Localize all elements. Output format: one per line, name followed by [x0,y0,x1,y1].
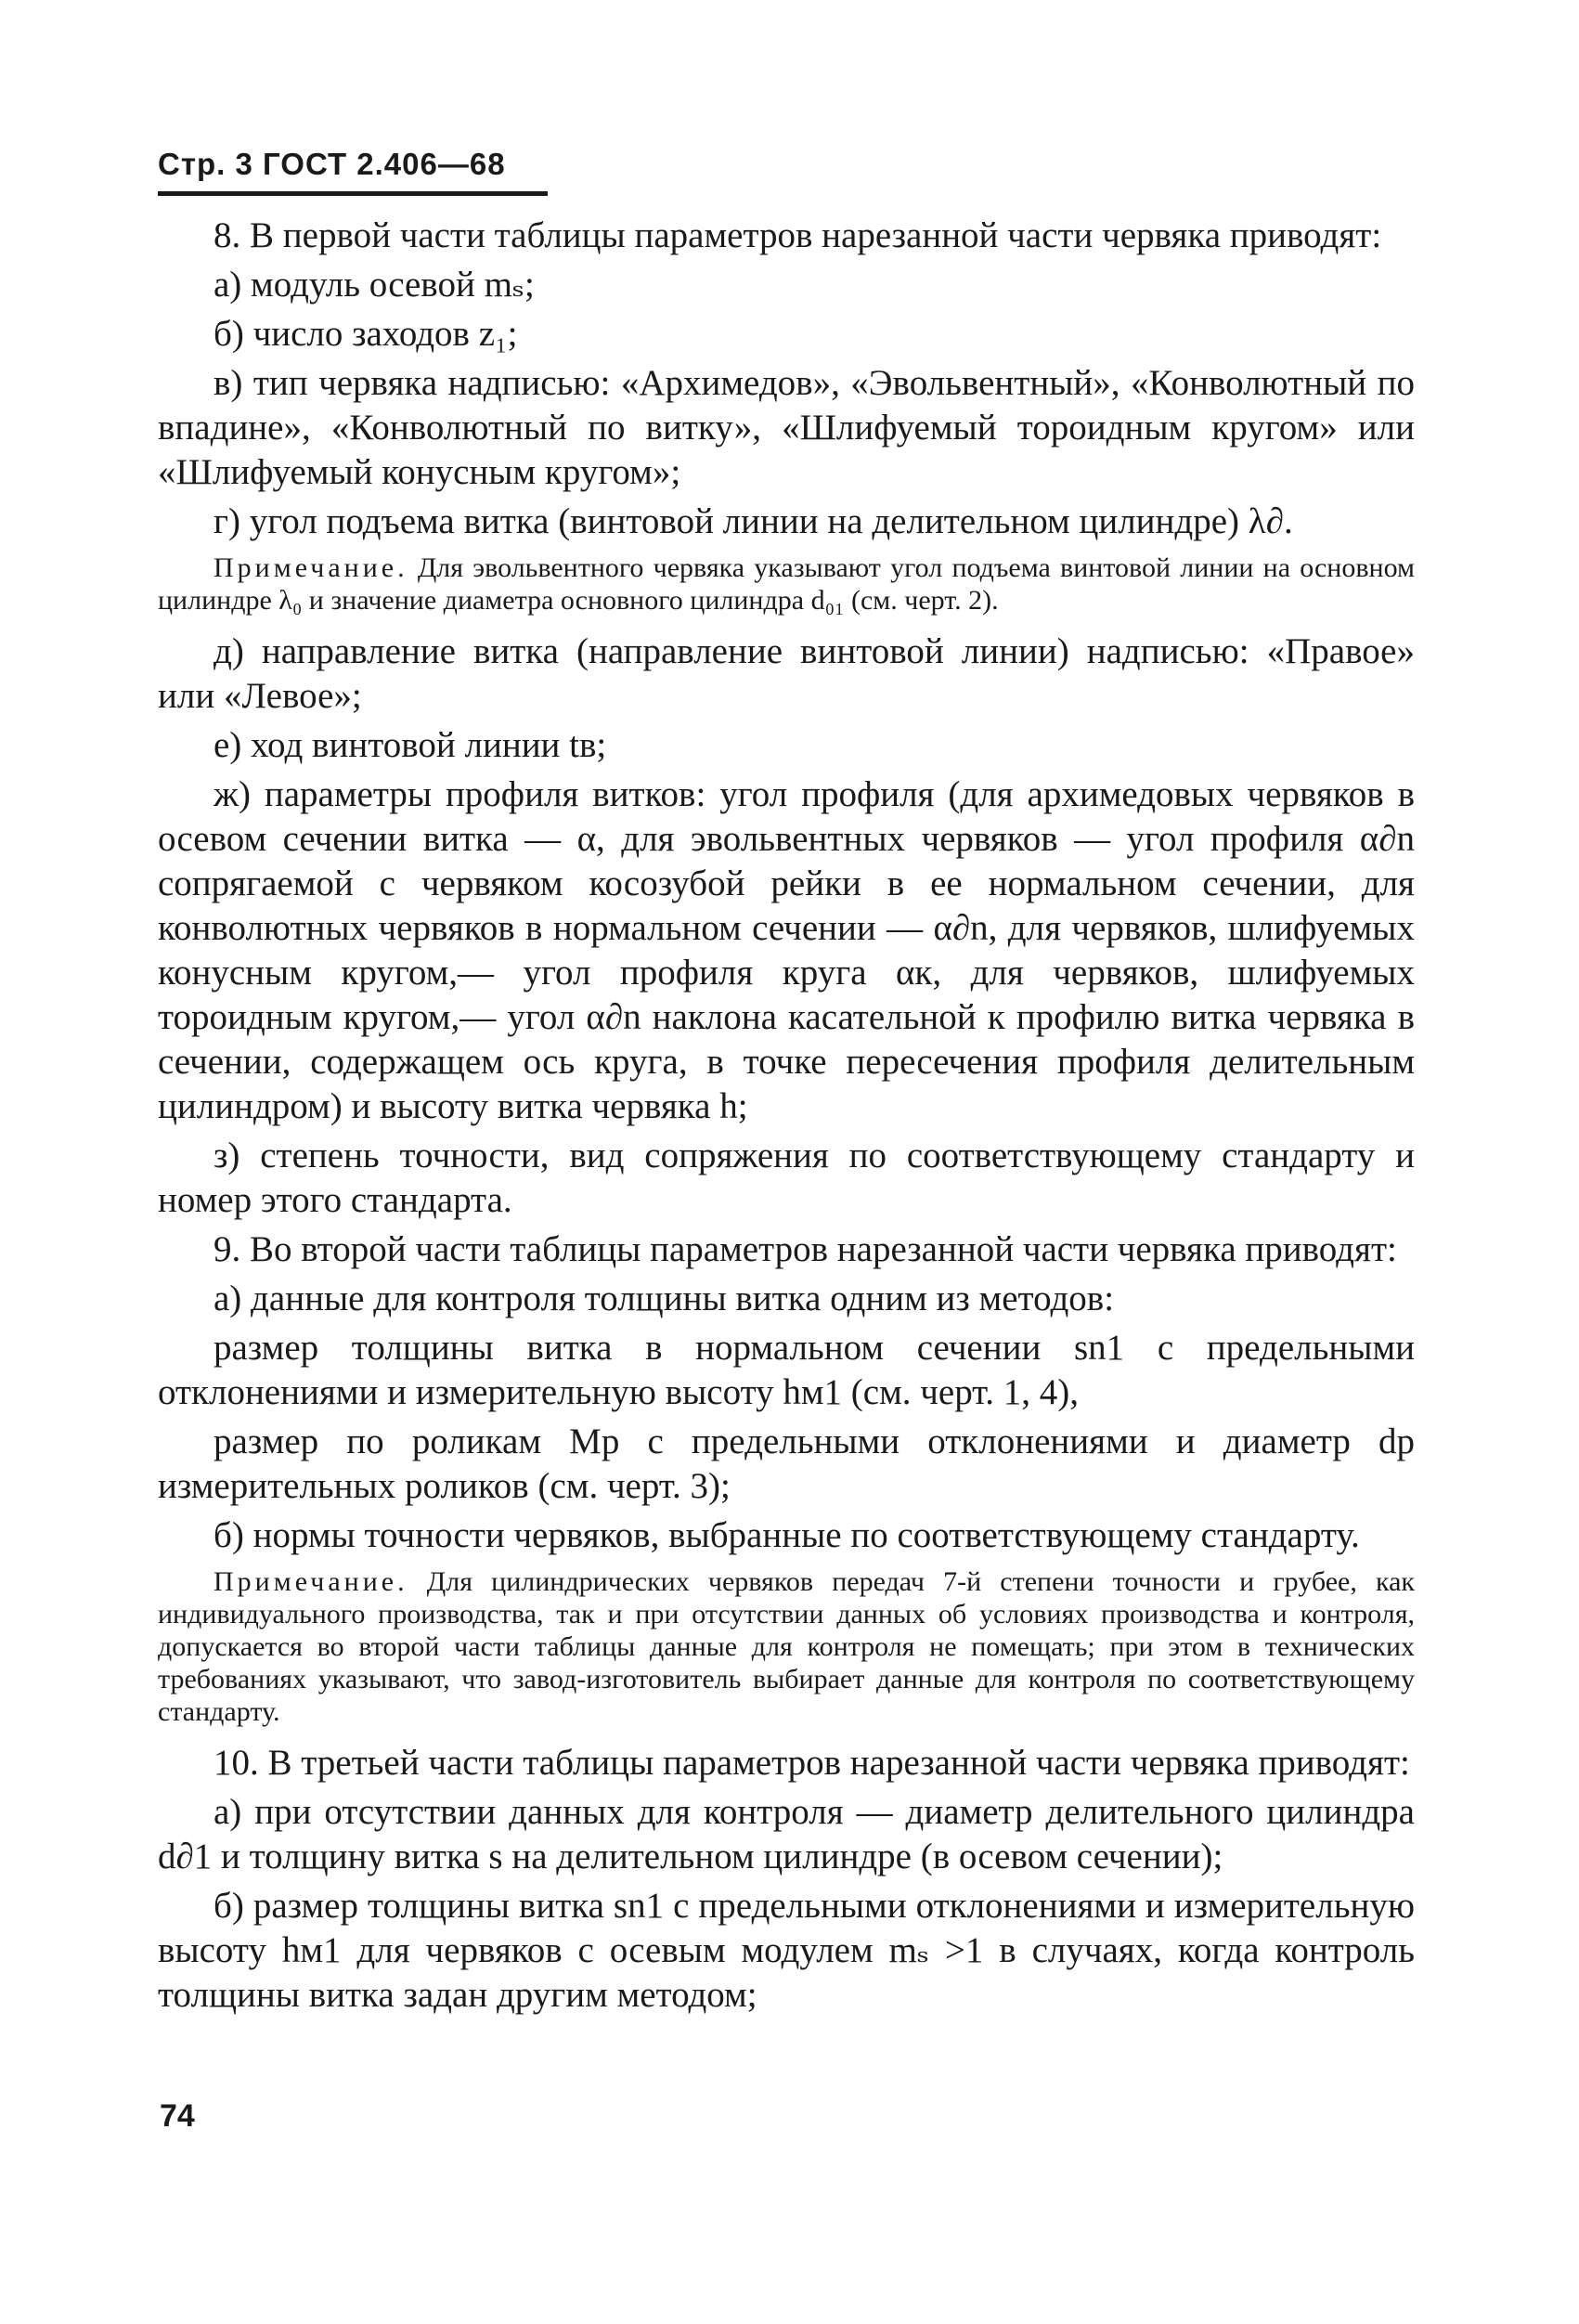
note-2 [158,1565,1415,1728]
list-item-9b: б) нормы точности червяков, выбранные по соответствующему стандарту. [214,1515,1360,1555]
list-item-9a: а) данные для контроля толщины витка одним из методов: [214,1279,1115,1318]
list-item-9a-1: размер толщины витка в нормальном сечении sn1 с предельными отклонениями и измерительную высоту hм1 (см. черт. 1, 4), [158,1328,1415,1412]
list-item-8b: б) число заходов z₁; [214,314,518,354]
note-text: Для цилиндрических червяков передач 7-й степени точности и грубее, как индивидуального производства, так и при отсутствии данных об условиях производства и контроля, допускается во второй части таблицы данные для контроля не помещать; при этом в технических требованиях указывают, что завод-изготовитель выбирает данные для контроля по соответствующему стандарту. [158,1566,1415,1727]
page-header: Стр. 3 ГОСТ 2.406—68 [158,147,506,181]
page-number: 74 [160,2098,195,2134]
list-item-8v: в) тип червяка надписью: «Архимедов», «Эвольвентный», «Конволютный по впадине», «Конволютный по витку», «Шлифуемый тороидным кругом» или «Шлифуемый конусным кругом»; [158,363,1415,492]
paragraph-9-intro: 9. Во второй части таблицы параметров нарезанной части червяка приводят: [214,1229,1397,1269]
list-item-8a: а) модуль осевой mₛ; [214,265,535,305]
list-item-8e: е) ход винтовой линии tв; [214,725,607,765]
list-item-8d: д) направление витка (направление винтовой линии) надписью: «Правое» или «Левое»; [158,631,1415,716]
paragraph-10-intro: 10. В третьей части таблицы параметров нарезанной части червяка приводят: [214,1743,1410,1783]
main-text [158,212,1415,2022]
list-item-9a-2: размер по роликам Mр с предельными отклонениями и диаметр dр измерительных роликов (см. черт. 3); [158,1422,1415,1506]
note-label: Примечание. [214,1566,408,1597]
list-item-8g: г) угол подъема витка (винтовой линии на делительном цилиндре) λ∂. [214,501,1293,541]
list-item-8z: з) степень точности, вид сопряжения по соответствующему стандарту и номер этого стандарта. [158,1136,1415,1220]
note-label: Примечание. [214,552,408,583]
note-1 [158,552,1415,617]
list-item-8zh: ж) параметры профиля витков: угол профиля (для архимедовых червяков в осевом сечении витка — α, для эвольвентных червяков — угол профиля α∂n сопрягаемой с червяком косозубой рейки в ее нормальном сечении, для конволютных червяков в нормальном сечении — α∂n, для червяков, шлифуемых конусным кругом,— угол профиля круга αк, для червяков, шлифуемых тороидным кругом,— угол α∂n наклона касательной к профилю витка червяка в сечении, содержащем ось круга, в точке пересечения профиля делительным цилиндром) и высоту витка червяка h; [158,774,1415,1126]
list-item-10a: а) при отсутствии данных для контроля — диаметр делительного цилиндра d∂1 и толщину витка s на делительном цилиндре (в осевом сечении); [158,1792,1415,1876]
note-text: Для эвольвентного червяка указывают угол подъема винтовой линии на основном цилиндре λ₀ и значение диаметра основного цилиндра d₀₁ (см. черт. 2). [158,552,1415,616]
paragraph-8-intro: 8. В первой части таблицы параметров нарезанной части червяка приводят: [214,215,1382,255]
list-item-10b: б) размер толщины витка sn1 с предельными отклонениями и измерительную высоту hм1 для червяков с осевым модулем mₛ >1 в случаях, когда контроль толщины витка задан другим методом; [158,1886,1415,2015]
header-rule [158,191,548,196]
